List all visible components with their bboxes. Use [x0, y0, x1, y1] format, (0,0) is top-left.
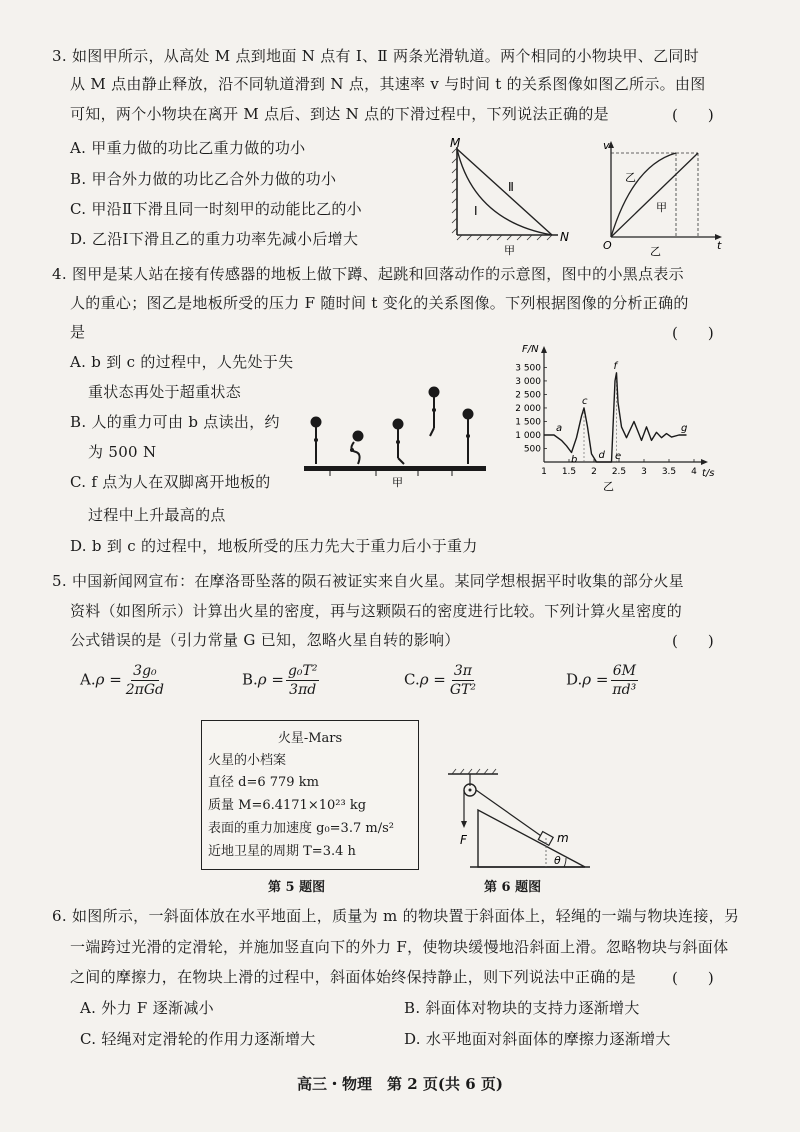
- q6-incline-figure: [440, 768, 600, 876]
- x-axis-arrow: [701, 459, 708, 465]
- q5-stem-line-3: 公式错误的是（引力常量 G 已知，忽略火星自转的影响）: [70, 631, 460, 649]
- point-M-label: M: [450, 136, 461, 150]
- mars-diameter: 直径 d=6 779 km: [208, 775, 319, 790]
- fig-yi-caption: 乙: [650, 245, 661, 258]
- line-jia-label: 甲: [656, 201, 667, 214]
- point-label-f: f: [613, 360, 618, 372]
- q5-option-c: C.ρ = $\frac{3\pi}{\text{GT²}}$: [404, 663, 477, 698]
- line-jia: [611, 153, 698, 237]
- mars-card-title: 火星-Mars: [277, 731, 343, 746]
- mars-gravity: 表面的重力加速度 g₀=3.7 m/s²: [208, 821, 394, 836]
- y-tick-label: 2 500: [515, 390, 541, 401]
- q4-option-a-line-1: A. b 到 c 的过程中，人先处于失: [70, 353, 294, 371]
- x-tick-label: 3: [641, 467, 647, 477]
- y-tick-label: 500: [523, 444, 541, 455]
- q5-option-d: D.ρ = $\frac{6M}{\text{πd³}}$: [566, 663, 637, 698]
- q4-option-a-line-2: 重状态再处于超重状态: [88, 383, 242, 401]
- page-footer: 高三・物理 第 2 页(共 6 页): [297, 1075, 503, 1093]
- point-label-a: a: [556, 422, 563, 434]
- q4-option-c-line-1: C. f 点为人在双脚离开地板的: [70, 473, 271, 491]
- q6-option-a: A. 外力 F 逐渐减小: [80, 999, 214, 1017]
- curve-yi: [611, 153, 676, 237]
- axis-v-label: v: [603, 139, 610, 152]
- y-tick-label: 3 500: [515, 363, 541, 374]
- mass-m-label: m: [557, 831, 569, 845]
- figure-3-head: [393, 419, 403, 429]
- series-line-F: [544, 373, 687, 462]
- q3-option-d: D. 乙沿Ⅰ下滑且乙的重力功率先减小后增大: [70, 230, 359, 248]
- q3-stem-line-3: 可知，两个小物块在离开 M 点后、到达 N 点的下滑过程中，下列说法正确的是: [70, 105, 609, 123]
- point-N-label: N: [560, 230, 569, 244]
- q3-vt-graph: [598, 135, 728, 260]
- q3-option-c: C. 甲沿Ⅱ下滑且同一时刻甲的动能比乙的小: [70, 200, 362, 218]
- q4-answer-paren: ( ): [672, 324, 714, 342]
- track-II-label: Ⅱ: [508, 180, 514, 194]
- figure-4-head: [429, 387, 439, 397]
- point-label-b: b: [571, 454, 578, 466]
- x-tick-label: 2.5: [611, 467, 627, 477]
- q5-option-b: B.ρ = $\frac{\text{g₀T²}}{3\pi d}$: [242, 663, 318, 698]
- q4-option-b-line-2: 为 500 N: [88, 443, 157, 461]
- mars-mass: 质量 M=6.4171×10²³ kg: [208, 798, 367, 813]
- q4-option-d: D. b 到 c 的过程中，地板所受的压力先大于重力后小于重力: [70, 537, 478, 555]
- figure-5-head: [463, 409, 473, 419]
- force-time-chart: [508, 342, 715, 493]
- y-axis-label: F/N: [522, 344, 539, 355]
- point-label-d: d: [598, 450, 605, 461]
- fig-jia-caption: 甲: [504, 244, 515, 257]
- y-tick-label: 1 500: [515, 417, 541, 428]
- q4-stem-line-2: 人的重心；图乙是地板所受的压力 F 随时间 t 变化的关系图像。下列根据图像的分析正确的: [70, 294, 689, 312]
- q3-option-b: B. 甲合外力做的功比乙合外力做的功小: [70, 170, 337, 188]
- q3-answer-paren: ( ): [672, 106, 714, 124]
- q4-stem-line-1: 4. 图甲是某人站在接有传感器的地板上做下蹲、起跳和回落动作的示意图，图中的小黑点表示: [52, 265, 684, 283]
- q4-option-b-line-1: B. 人的重力可由 b 点读出，约: [70, 413, 280, 431]
- point-label-c: c: [582, 395, 588, 407]
- axis-t-label: t: [717, 239, 722, 252]
- figure-1-head: [311, 417, 321, 427]
- q6-stem-line-1: 6. 如图所示，一斜面体放在水平地面上，质量为 m 的物块置于斜面体上，轻绳的一端与物块连接，另: [52, 907, 740, 925]
- mars-card-subtitle: 火星的小档案: [208, 753, 287, 768]
- y-tick-label: 3 000: [515, 376, 541, 387]
- q6-option-b: B. 斜面体对物块的支持力逐渐增大: [404, 999, 640, 1017]
- figure-2-head: [353, 431, 363, 441]
- x-tick-label: 2: [591, 467, 597, 477]
- q5-stem-line-2: 资料（如图所示）计算出火星的密度，再与这颗陨石的密度进行比较。下列计算火星密度的: [70, 602, 683, 620]
- q5-option-a: A.ρ = $\frac{\text{3g₀}}{\text{2πGd}}$: [80, 663, 165, 698]
- x-tick-label: 3.5: [661, 467, 677, 477]
- curve-yi-label: 乙: [625, 171, 636, 184]
- q5-figure-caption: 第 5 题图: [268, 880, 326, 895]
- q5-answer-paren: ( ): [672, 632, 714, 650]
- q3-stem-line-1: 3. 如图甲所示，从高处 M 点到地面 N 点有 Ⅰ、Ⅱ 两条光滑轨道。两个相同的小物块甲、乙同时: [52, 47, 699, 65]
- y-tick-label: 2 000: [515, 403, 541, 414]
- x-tick-label: 1: [541, 467, 547, 477]
- q3-track-figure: [440, 135, 580, 255]
- people-fig-caption: 甲: [392, 476, 403, 489]
- x-axis-label: t/s: [702, 468, 715, 479]
- force-F-label: F: [460, 833, 467, 847]
- chart-caption: 乙: [603, 480, 614, 493]
- angle-theta-label: θ: [554, 854, 561, 867]
- origin-label: O: [603, 239, 612, 252]
- q6-option-c: C. 轻绳对定滑轮的作用力逐渐增大: [80, 1030, 316, 1048]
- track-I-label: Ⅰ: [474, 204, 478, 218]
- x-tick-label: 1.5: [561, 467, 577, 477]
- q6-answer-paren: ( ): [672, 969, 714, 987]
- q4-stem-line-3: 是: [70, 323, 86, 341]
- q4-motion-figure: [300, 380, 500, 490]
- q3-stem-line-2: 从 M 点由静止释放，沿不同轨道滑到 N 点，其速率 v 与时间 t 的关系图像如图乙所示。由图: [70, 75, 706, 93]
- y-axis-arrow: [541, 346, 547, 353]
- mars-info-card: [201, 720, 419, 870]
- q5-stem-line-1: 5. 中国新闻网宣布：在摩洛哥坠落的陨石被证实来自火星。某同学想根据平时收集的部分火星: [52, 572, 684, 590]
- q6-option-d: D. 水平地面对斜面体的摩擦力逐渐增大: [404, 1030, 671, 1048]
- track-II-line: [457, 149, 552, 235]
- q6-figure-caption: 第 6 题图: [484, 880, 542, 895]
- point-label-e: e: [615, 451, 622, 462]
- q6-stem-line-3: 之间的摩擦力，在物块上滑的过程中，斜面体始终保持静止，则下列说法中正确的是: [70, 968, 637, 986]
- mars-period: 近地卫星的周期 T=3.4 h: [208, 844, 356, 859]
- y-tick-label: 1 000: [515, 430, 541, 441]
- x-tick-label: 4: [691, 467, 697, 477]
- q4-option-c-line-2: 过程中上升最高的点: [88, 506, 226, 524]
- q3-option-a: A. 甲重力做的功比乙重力做的功小: [70, 139, 306, 157]
- incline-block: [478, 810, 585, 867]
- q6-stem-line-2: 一端跨过光滑的定滑轮，并施加竖直向下的外力 F，使物块缓慢地沿斜面上滑。忽略物块与斜面体: [70, 938, 729, 956]
- point-label-g: g: [681, 422, 688, 434]
